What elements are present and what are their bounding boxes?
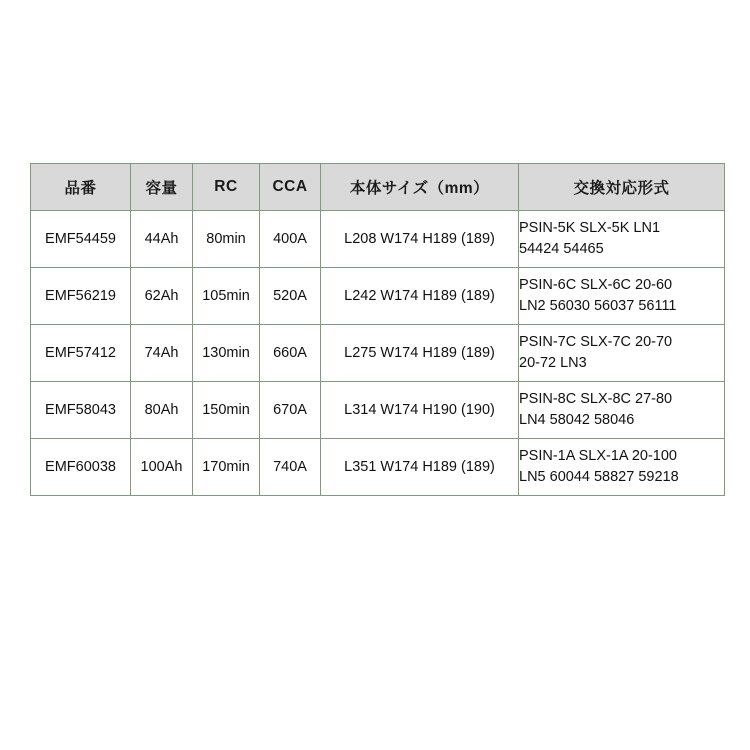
compatible-line: PSIN-8C SLX-8C 27-80 (519, 390, 673, 407)
cell-cca: 660A (260, 325, 321, 382)
cell-size: L275 W174 H189 (189) (321, 325, 519, 382)
cell-cca: 520A (260, 268, 321, 325)
cell-cca: 740A (260, 439, 321, 496)
column-header-size: 本体サイズ（mm） (321, 164, 519, 211)
column-header-cca: CCA (260, 164, 321, 211)
compatible-line: 20-72 LN3 (519, 355, 587, 371)
cell-compatible (519, 382, 725, 439)
cell-rc: 105min (193, 268, 260, 325)
column-header-part-number: 品番 (31, 164, 131, 211)
cell-part-number: EMF60038 (31, 439, 131, 496)
cell-capacity: 74Ah (131, 325, 193, 382)
table-header (31, 164, 725, 211)
compatible-line: PSIN-1A SLX-1A 20-100 (519, 447, 677, 464)
cell-rc: 170min (193, 439, 260, 496)
battery-spec-table-container (30, 163, 720, 496)
cell-rc: 130min (193, 325, 260, 382)
column-header-capacity: 容量 (131, 164, 193, 211)
compatible-line: LN4 58042 58046 (519, 412, 635, 428)
battery-spec-table (30, 163, 725, 496)
cell-part-number: EMF58043 (31, 382, 131, 439)
cell-size: L208 W174 H189 (189) (321, 211, 519, 268)
cell-size: L351 W174 H189 (189) (321, 439, 519, 496)
compatible-line: PSIN-5K SLX-5K LN1 (519, 219, 661, 236)
column-header-compatible: 交換対応形式 (519, 164, 725, 211)
cell-capacity: 62Ah (131, 268, 193, 325)
cell-size: L314 W174 H190 (190) (321, 382, 519, 439)
compatible-line: LN5 60044 58827 59218 (519, 469, 679, 485)
cell-compatible (519, 268, 725, 325)
cell-cca: 400A (260, 211, 321, 268)
table-row (31, 268, 725, 325)
column-header-rc: RC (193, 164, 260, 211)
cell-compatible (519, 439, 725, 496)
compatible-line: LN2 56030 56037 56111 (519, 298, 677, 314)
cell-capacity: 100Ah (131, 439, 193, 496)
table-row (31, 325, 725, 382)
cell-rc: 80min (193, 211, 260, 268)
cell-size: L242 W174 H189 (189) (321, 268, 519, 325)
cell-compatible (519, 211, 725, 268)
table-row (31, 382, 725, 439)
compatible-line: PSIN-6C SLX-6C 20-60 (519, 276, 673, 293)
cell-cca: 670A (260, 382, 321, 439)
table-row (31, 211, 725, 268)
cell-part-number: EMF54459 (31, 211, 131, 268)
table-header-row (31, 164, 725, 211)
cell-capacity: 80Ah (131, 382, 193, 439)
cell-capacity: 44Ah (131, 211, 193, 268)
table-row (31, 439, 725, 496)
cell-rc: 150min (193, 382, 260, 439)
compatible-line: PSIN-7C SLX-7C 20-70 (519, 333, 673, 350)
cell-part-number: EMF56219 (31, 268, 131, 325)
table-body (31, 211, 725, 496)
cell-part-number: EMF57412 (31, 325, 131, 382)
cell-compatible (519, 325, 725, 382)
compatible-line: 54424 54465 (519, 241, 604, 257)
